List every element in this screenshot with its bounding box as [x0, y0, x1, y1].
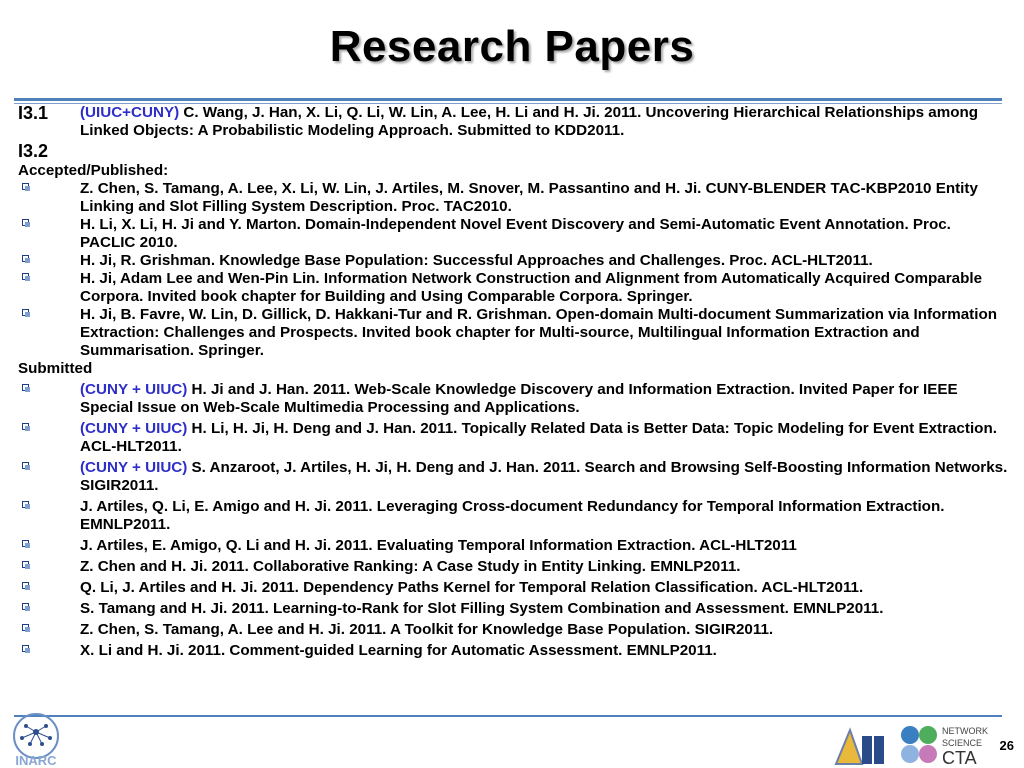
- paper-entry: [18, 537, 1008, 555]
- square-bullet-icon: [22, 255, 29, 262]
- square-bullet-icon: [22, 501, 29, 508]
- square-bullet-icon: [22, 183, 29, 190]
- paper-entry: [18, 420, 1008, 456]
- arl-logo: [836, 730, 884, 764]
- logo-cta-text: CTA: [942, 748, 977, 768]
- paper-citation: H. Li, H. Ji, H. Deng and J. Han. 2011. Topically Related Data is Better Data: Topic Modeling for Event Extraction. ACL-HLT2011.: [80, 420, 997, 455]
- accepted-list: [18, 180, 1008, 360]
- paper-entry: [18, 600, 1008, 618]
- collab-tag: (CUNY + UIUC): [80, 420, 188, 437]
- submitted-list: [18, 381, 1008, 660]
- paper-citation: H. Ji, Adam Lee and Wen-Pin Lin. Information Network Construction and Alignment from Automatically Acquired Comparable Corpora. Invited book chapter for Building and Using Comparable Corpora. Springer.: [80, 270, 983, 305]
- accepted-heading: Accepted/Published:: [18, 162, 169, 179]
- paper-citation: C. Wang, J. Han, X. Li, Q. Li, W. Lin, A. Lee, H. Li and H. Ji. 2011. Uncovering Hierarchical Relationships among Linked Objects: A Probabilistic Modeling Approach. Submitted to KDD2011.: [80, 104, 979, 139]
- submitted-heading: Submitted: [18, 360, 93, 377]
- square-bullet-icon: [22, 624, 29, 631]
- section-i31: [18, 104, 1008, 140]
- paper-citation: J. Artiles, E. Amigo, Q. Li and H. Ji. 2011. Evaluating Temporal Information Extraction. ACL-HLT2011: [80, 537, 797, 554]
- paper-citation: S. Tamang and H. Ji. 2011. Learning-to-Rank for Slot Filling System Combination and Assessment. EMNLP2011.: [80, 600, 884, 617]
- slide-content: [18, 104, 1008, 660]
- paper-citation: J. Artiles, Q. Li, E. Amigo and H. Ji. 2011. Leveraging Cross-document Redundancy for Temporal Information Extraction. EMNLP2011.: [80, 498, 945, 533]
- square-bullet-icon: [22, 462, 29, 469]
- square-bullet-icon: [22, 645, 29, 652]
- paper-entry: [18, 180, 1008, 216]
- paper-citation: Q. Li, J. Artiles and H. Ji. 2011. Dependency Paths Kernel for Temporal Relation Classification. ACL-HLT2011.: [80, 579, 864, 596]
- paper-entry: [18, 642, 1008, 660]
- square-bullet-icon: [22, 603, 29, 610]
- paper-entry: [18, 558, 1008, 576]
- footer-divider: [14, 715, 1002, 717]
- paper-entry: [74, 104, 1008, 140]
- logo-science-text: SCIENCE: [942, 738, 983, 748]
- square-bullet-icon: [22, 273, 29, 280]
- page-number: 26: [999, 738, 1014, 753]
- paper-entry: [18, 306, 1008, 360]
- network-science-icon: [901, 726, 937, 763]
- paper-citation: Z. Chen and H. Ji. 2011. Collaborative Ranking: A Case Study in Entity Linking. EMNLP2011.: [80, 558, 741, 575]
- paper-entry: [18, 270, 1008, 306]
- title-divider: [14, 98, 1002, 101]
- section-label-i32: I3.2: [18, 141, 49, 161]
- paper-entry: [18, 381, 1008, 417]
- square-bullet-icon: [22, 219, 29, 226]
- collab-tag: (CUNY + UIUC): [80, 381, 188, 398]
- logo-network-text: NETWORK: [942, 726, 988, 736]
- inarc-logo: [4, 712, 68, 768]
- arl-netsci-logo: [832, 722, 1002, 768]
- collab-tag: (UIUC+CUNY): [80, 104, 180, 121]
- square-bullet-icon: [22, 423, 29, 430]
- paper-entry: [18, 459, 1008, 495]
- square-bullet-icon: [22, 309, 29, 316]
- paper-entry: [18, 252, 1008, 270]
- paper-citation: H. Li, X. Li, H. Ji and Y. Marton. Domain-Independent Novel Event Discovery and Semi-Automatic Event Annotation. Proc. PACLIC 2010.: [80, 216, 951, 251]
- paper-citation: H. Ji, R. Grishman. Knowledge Base Population: Successful Approaches and Challenges. Proc. ACL-HLT2011.: [80, 252, 873, 269]
- square-bullet-icon: [22, 561, 29, 568]
- square-bullet-icon: [22, 540, 29, 547]
- collab-tag: (CUNY + UIUC): [80, 459, 188, 476]
- inarc-logo-text: INARC: [15, 753, 57, 768]
- paper-entry: [18, 579, 1008, 597]
- paper-citation: X. Li and H. Ji. 2011. Comment-guided Learning for Automatic Assessment. EMNLP2011.: [80, 642, 717, 659]
- paper-entry: [18, 498, 1008, 534]
- paper-entry: [18, 621, 1008, 639]
- slide-title: Research Papers: [329, 22, 695, 71]
- paper-citation: H. Ji and J. Han. 2011. Web-Scale Knowledge Discovery and Information Extraction. Invited Paper for IEEE Special Issue on Web-Scale Multimedia Processing and Applications.: [80, 381, 958, 416]
- paper-citation: H. Ji, B. Favre, W. Lin, D. Gillick, D. Hakkani-Tur and R. Grishman. Open-domain Multi-document Summarization via Information Extraction: Challenges and Prospects. Invited book chapter for Multi-source, Multilingual Information Extraction and Summarisation. Springer.: [80, 306, 997, 359]
- paper-citation: Z. Chen, S. Tamang, A. Lee and H. Ji. 2011. A Toolkit for Knowledge Base Population. SIGIR2011.: [80, 621, 774, 638]
- paper-citation: S. Anzaroot, J. Artiles, H. Ji, H. Deng and J. Han. 2011. Search and Browsing Self-Boosting Information Networks. SIGIR2011.: [80, 459, 1008, 494]
- paper-entry: [18, 216, 1008, 252]
- section-label: I3.1: [18, 103, 49, 123]
- square-bullet-icon: [22, 582, 29, 589]
- paper-citation: Z. Chen, S. Tamang, A. Lee, X. Li, W. Lin, J. Artiles, M. Snover, M. Passantino and H. Ji. CUNY-BLENDER TAC-KBP2010 Entity Linking and Slot Filling System Description. Proc. TAC2010.: [80, 180, 978, 215]
- square-bullet-icon: [22, 384, 29, 391]
